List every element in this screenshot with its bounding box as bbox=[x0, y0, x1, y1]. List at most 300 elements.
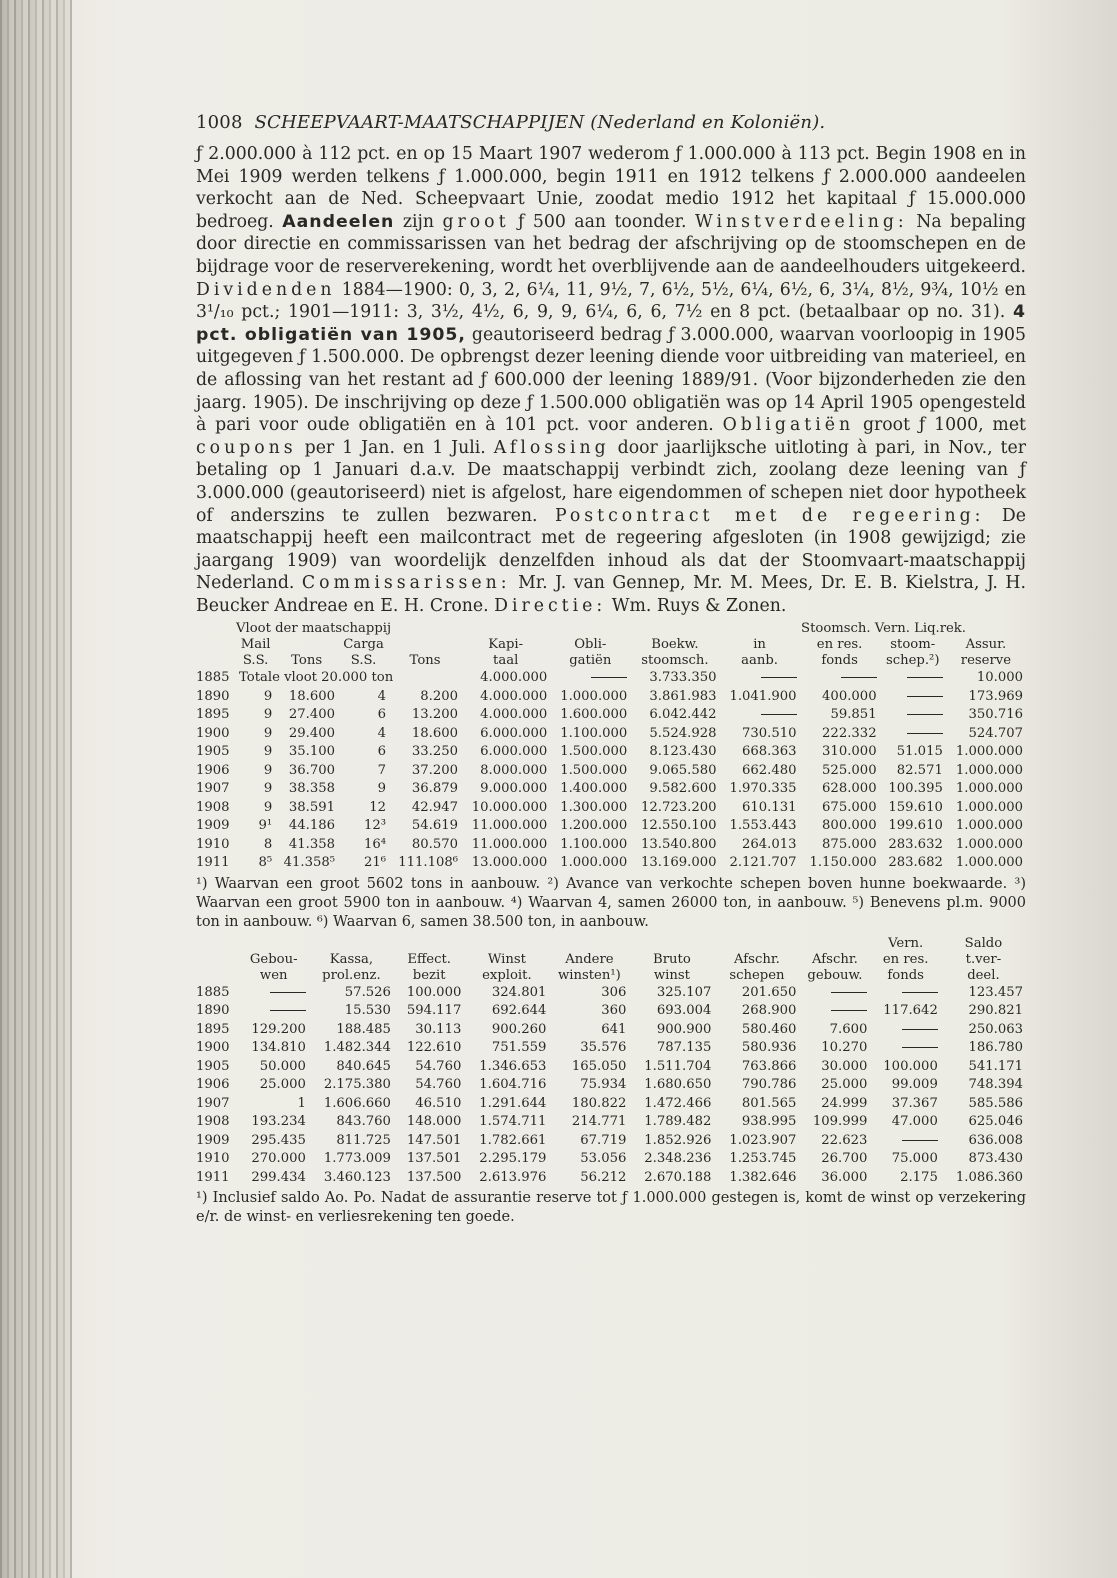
column-header: S.S. bbox=[242, 653, 269, 669]
column-header: wen bbox=[259, 967, 288, 983]
table-cell: 790.786 bbox=[741, 1077, 797, 1093]
table-row bbox=[196, 1058, 1026, 1077]
table-cell: 4 bbox=[377, 688, 387, 704]
table-cell: 30.113 bbox=[415, 1021, 462, 1037]
table-cell: 295.435 bbox=[251, 1132, 306, 1148]
table-cell: 524.707 bbox=[968, 725, 1023, 741]
page-content bbox=[196, 112, 1026, 1231]
table-cell: 25.000 bbox=[259, 1077, 306, 1093]
table-cell: 54.760 bbox=[415, 1077, 462, 1093]
row-year: 1890 bbox=[196, 1003, 230, 1019]
table-cell: 801.565 bbox=[741, 1095, 797, 1111]
row-year: 1885 bbox=[196, 670, 230, 686]
table-cell: 123.457 bbox=[968, 984, 1023, 1000]
heading-aandeelen: Aandeelen bbox=[282, 211, 395, 232]
column-header: gatiën bbox=[569, 653, 612, 669]
table-cell: 54.619 bbox=[411, 818, 459, 834]
table-cell: 1.400.000 bbox=[560, 781, 628, 797]
table-cell bbox=[870, 1039, 940, 1058]
table-cell: 1.291.644 bbox=[479, 1095, 547, 1111]
table-cell: 12³ bbox=[363, 818, 387, 834]
dash-placeholder bbox=[831, 1010, 867, 1011]
table-cell: 57.526 bbox=[344, 984, 391, 1000]
table-row bbox=[196, 984, 1026, 1003]
dash-placeholder bbox=[902, 1140, 938, 1141]
table-cell: 109.999 bbox=[812, 1114, 868, 1130]
table-cell bbox=[880, 669, 946, 688]
text-run: Wm. Ruys & Zonen. bbox=[606, 595, 787, 616]
table-cell: 1.100.000 bbox=[560, 836, 628, 852]
column-header: Assur. bbox=[965, 637, 1007, 653]
table-cell: 24.999 bbox=[821, 1095, 868, 1111]
column-header: taal bbox=[493, 653, 519, 669]
table-cell: 42.947 bbox=[411, 799, 459, 815]
header-row bbox=[196, 637, 1026, 653]
dash-placeholder bbox=[270, 1010, 306, 1011]
table-cell: 180.822 bbox=[571, 1095, 627, 1111]
table-cell: 1.606.660 bbox=[323, 1095, 391, 1111]
table-cell: 117.642 bbox=[883, 1003, 938, 1019]
table-cell: 41.358⁵ bbox=[283, 855, 336, 871]
table-cell: 9 bbox=[263, 744, 273, 760]
table-row bbox=[196, 669, 1026, 688]
table-cell: 580.936 bbox=[741, 1040, 797, 1056]
table-cell: 763.866 bbox=[741, 1058, 797, 1074]
table-cell: 360 bbox=[601, 1003, 627, 1019]
table-cell: 37.367 bbox=[891, 1095, 938, 1111]
table-cell: 7 bbox=[377, 762, 387, 778]
column-header: exploit. bbox=[482, 967, 532, 983]
table-cell: 3.733.350 bbox=[649, 670, 717, 686]
text-run: geautoriseerd bedrag ƒ 3.000.000, waarvan voorloopig in 1905 uitgegeven ƒ 1.500.000. De opbrengst dezer leening diende voor uitbreiding van materieel, en de aflossing van het restant ad ƒ 600.000 der leening 1889/91. (Voor bijzonderheden zie den jaarg. 1905). De inschrijving op deze ƒ 1.500.000 obligatiën was op 14 April 1905 opengesteld à pari voor oude obligatiën en à 101 pct. voor anderen. bbox=[196, 324, 1026, 436]
dash-placeholder bbox=[270, 992, 306, 993]
table-cell: 4.000.000 bbox=[480, 670, 548, 686]
table-cell: 636.008 bbox=[968, 1132, 1023, 1148]
table-cell: 1.782.661 bbox=[479, 1132, 547, 1148]
table-cell: 1.500.000 bbox=[560, 762, 628, 778]
table-cell: 199.610 bbox=[888, 818, 943, 834]
table-cell: 900.260 bbox=[491, 1021, 547, 1037]
column-header: stoom- bbox=[890, 637, 936, 653]
table-cell: 610.131 bbox=[742, 799, 797, 815]
row-year: 1905 bbox=[196, 744, 230, 760]
dash-placeholder bbox=[907, 733, 943, 734]
table-cell: 75.934 bbox=[580, 1077, 627, 1093]
column-header: en res. bbox=[882, 951, 929, 967]
text-run: zijn bbox=[394, 211, 443, 232]
table-cell: 51.015 bbox=[896, 744, 943, 760]
header-row bbox=[196, 952, 1026, 968]
column-header: Gebou- bbox=[249, 951, 298, 967]
column-header: reserve bbox=[960, 653, 1012, 669]
column-header: Afschr. bbox=[812, 951, 858, 967]
column-header: Saldo bbox=[964, 935, 1003, 951]
table-cell: 594.117 bbox=[406, 1003, 462, 1019]
column-header bbox=[239, 936, 309, 952]
column-header: Tons bbox=[291, 653, 323, 669]
table-cell: 50.000 bbox=[259, 1058, 306, 1074]
table-cell: 1.000.000 bbox=[560, 688, 628, 704]
header-row bbox=[196, 936, 1026, 952]
table-cell: 6.000.000 bbox=[480, 744, 548, 760]
table-cell: 10.000.000 bbox=[471, 799, 548, 815]
table-cell: 250.063 bbox=[968, 1021, 1023, 1037]
table-row bbox=[196, 854, 1026, 873]
table-cell: 41.358 bbox=[288, 836, 336, 852]
table-cell: 6.042.442 bbox=[649, 707, 717, 723]
table-cell: 6.000.000 bbox=[480, 725, 548, 741]
table-cell: 82.571 bbox=[896, 762, 943, 778]
table-row bbox=[196, 1095, 1026, 1114]
table-cell: 641 bbox=[601, 1021, 627, 1037]
table-cell: 748.394 bbox=[968, 1077, 1023, 1093]
table-cell: 1.773.009 bbox=[323, 1151, 391, 1167]
table-cell: 13.000.000 bbox=[471, 855, 548, 871]
table-cell: 8.123.430 bbox=[649, 744, 717, 760]
table-row bbox=[196, 688, 1026, 707]
table-cell bbox=[720, 669, 800, 688]
table-cell: 283.682 bbox=[888, 855, 943, 871]
table-cell: 1.100.000 bbox=[560, 725, 628, 741]
table-cell: 18.600 bbox=[411, 725, 459, 741]
column-header: in bbox=[753, 637, 766, 653]
table-cell: 12 bbox=[369, 799, 387, 815]
column-header: fonds bbox=[821, 653, 858, 669]
column-header: fonds bbox=[887, 967, 924, 983]
column-header: Mail bbox=[240, 637, 271, 653]
table-cell: 10.000 bbox=[976, 670, 1023, 686]
column-header: winst bbox=[653, 967, 690, 983]
column-header: schepen bbox=[729, 967, 785, 983]
row-year: 1906 bbox=[196, 762, 230, 778]
table-row bbox=[196, 799, 1026, 818]
column-header: S.S. bbox=[350, 653, 377, 669]
spaced-heading-directie: Directie: bbox=[494, 595, 607, 616]
table-cell: 2.295.179 bbox=[479, 1151, 547, 1167]
table-cell: 299.434 bbox=[251, 1169, 306, 1185]
table-cell: 12.723.200 bbox=[641, 799, 717, 815]
table-cell: 9 bbox=[263, 707, 273, 723]
table-cell: 6 bbox=[377, 707, 387, 723]
table-cell: 9.000.000 bbox=[480, 781, 548, 797]
table-cell: 4.000.000 bbox=[480, 707, 548, 723]
table-cell: 8⁵ bbox=[258, 855, 273, 871]
fleet-caption-left: Vloot der maatschappij bbox=[236, 621, 392, 637]
column-header bbox=[389, 637, 461, 653]
table-cell: 1.511.704 bbox=[644, 1058, 712, 1074]
table-cell: 9.065.580 bbox=[649, 762, 717, 778]
table-cell: 1.000.000 bbox=[955, 799, 1023, 815]
table-cell: 9 bbox=[377, 781, 387, 797]
column-header bbox=[714, 936, 799, 952]
table-cell: 159.610 bbox=[888, 799, 943, 815]
column-header: deel. bbox=[967, 967, 1000, 983]
row-year: 1900 bbox=[196, 725, 230, 741]
row-year: 1909 bbox=[196, 1132, 230, 1148]
table-cell: 8.200 bbox=[420, 688, 459, 704]
dash-placeholder bbox=[761, 677, 797, 678]
table-cell: 36.000 bbox=[821, 1169, 868, 1185]
table-cell: 1.300.000 bbox=[560, 799, 628, 815]
row-year: 1910 bbox=[196, 1151, 230, 1167]
table-row bbox=[196, 1113, 1026, 1132]
table-cell: 811.725 bbox=[336, 1132, 391, 1148]
table-cell: 1.472.466 bbox=[644, 1095, 712, 1111]
column-header: Bruto bbox=[653, 951, 691, 967]
table-cell: 22.623 bbox=[821, 1132, 868, 1148]
table-cell: 13.200 bbox=[411, 707, 459, 723]
table-cell bbox=[880, 706, 946, 725]
page-number: 1008 bbox=[196, 112, 243, 133]
row-year: 1907 bbox=[196, 1095, 230, 1111]
table-row bbox=[196, 817, 1026, 836]
column-header bbox=[464, 936, 549, 952]
table-cell: 840.645 bbox=[336, 1058, 391, 1074]
table-cell: 100.000 bbox=[406, 984, 462, 1000]
fleet-caption-right: Stoomsch. Vern. Liq.rek. bbox=[801, 621, 966, 637]
table-cell: 100.395 bbox=[888, 781, 943, 797]
table-cell: 693.004 bbox=[656, 1003, 712, 1019]
text-run: De maatschappij heeft een mailcontract met de regeering afgesloten (in 1908 gewijzigd; zie jaargang 1909) van woordelijk denzelfden inhoud als dat der Stoomvaart-maatschappij Nederland. bbox=[196, 505, 1027, 594]
table-cell: 36.879 bbox=[411, 781, 459, 797]
dash-placeholder bbox=[841, 677, 877, 678]
dash-placeholder bbox=[907, 696, 943, 697]
table-cell: 541.171 bbox=[968, 1058, 1023, 1074]
row-year: 1908 bbox=[196, 1114, 230, 1130]
table-cell: 25.000 bbox=[821, 1077, 868, 1093]
table-cell: 9 bbox=[263, 725, 273, 741]
table-cell: 525.000 bbox=[822, 762, 877, 778]
row-year: 1911 bbox=[196, 1169, 230, 1185]
dash-placeholder bbox=[902, 1047, 938, 1048]
column-header: t.ver- bbox=[965, 951, 1002, 967]
table-cell: 99.009 bbox=[891, 1077, 938, 1093]
text-run: 1884—1900: 0, 3, 2, 6¼, 11, 9½, 7, 6½, 5½, 6¼, 6½, 6, 3¼, 8½, 9¾, 10½ en 3¹/₁₀ pct.; 1901—1911: 3, 3½, 4½, 6, 9, 9, 6¼, 6, 6, 7½ en 8 pct. (betaalbaar op no. 31). bbox=[196, 279, 1026, 323]
column-header bbox=[394, 936, 464, 952]
column-header bbox=[196, 968, 239, 984]
spaced-heading-dividenden: Dividenden bbox=[196, 279, 336, 300]
table-cell: 29.400 bbox=[288, 725, 336, 741]
row-year: 1907 bbox=[196, 781, 230, 797]
table-cell: 100.000 bbox=[883, 1058, 938, 1074]
row-year: 1905 bbox=[196, 1058, 230, 1074]
table-cell: 47.000 bbox=[891, 1114, 938, 1130]
table-cell: 1 bbox=[297, 1095, 306, 1111]
table-cell: 1.600.000 bbox=[560, 707, 628, 723]
table-cell: 15.530 bbox=[344, 1003, 391, 1019]
table-cell: 268.900 bbox=[741, 1003, 797, 1019]
table-cell: 27.400 bbox=[288, 707, 336, 723]
spaced-word-obligatien: Obligatiën bbox=[722, 415, 855, 436]
table-cell: 1.970.335 bbox=[729, 781, 797, 797]
table-cell: 134.810 bbox=[251, 1040, 306, 1056]
table-cell: 13.169.000 bbox=[641, 855, 717, 871]
column-header: Effect. bbox=[407, 951, 451, 967]
table-cell: 668.363 bbox=[742, 744, 797, 760]
table-cell: 1.382.646 bbox=[729, 1169, 797, 1185]
table-cell: 1.000.000 bbox=[955, 836, 1023, 852]
spaced-word-coupons: coupons bbox=[196, 437, 297, 458]
table-row bbox=[196, 743, 1026, 762]
table-cell: 306 bbox=[601, 984, 627, 1000]
table-cell: 1.000.000 bbox=[955, 762, 1023, 778]
table-cell: 1.023.907 bbox=[729, 1132, 797, 1148]
table-cell: 1.200.000 bbox=[560, 818, 628, 834]
table-cell: 290.821 bbox=[968, 1003, 1023, 1019]
table-row bbox=[196, 1150, 1026, 1169]
column-header: stoomsch. bbox=[641, 653, 709, 669]
spaced-word-aflossing: Aflossing bbox=[493, 437, 610, 458]
dash-placeholder bbox=[907, 714, 943, 715]
column-header: Vern. bbox=[888, 935, 924, 951]
text-run: Mr. J. van Gennep, Mr. M. Mees, Dr. E. B. Kielstra, J. H. Beucker Andreae en E. H. Crone. bbox=[196, 573, 1026, 616]
column-header: winsten¹) bbox=[557, 967, 621, 983]
table-cell: 137.501 bbox=[406, 1151, 462, 1167]
table-cell: 111.108⁶ bbox=[398, 855, 459, 871]
table-cell: 33.250 bbox=[411, 744, 459, 760]
table-cell: 1.000.000 bbox=[955, 744, 1023, 760]
column-header: Carga bbox=[343, 637, 384, 653]
table-cell: 148.000 bbox=[406, 1114, 462, 1130]
table-cell: 201.650 bbox=[741, 984, 797, 1000]
text-run: door jaarlijksche uitloting à pari, in Nov., ter betaling op 1 Januari d.a.v. De maatschappij verbindt zich, zoolang deze leening van ƒ 3.000.000 (geautoriseerd) niet is afgelost, hare eigendommen of schepen niet door hypotheek of anderszins te zullen bezwaren. bbox=[196, 437, 1026, 526]
table-cell: 1.000.000 bbox=[955, 818, 1023, 834]
table-cell: 53.056 bbox=[580, 1151, 627, 1167]
table-cell bbox=[799, 984, 870, 1003]
table-cell: 35.576 bbox=[580, 1040, 627, 1056]
table-cell: 628.000 bbox=[822, 781, 877, 797]
table-cell: 1.553.443 bbox=[729, 818, 797, 834]
table-cell bbox=[870, 1132, 940, 1151]
table-cell: 122.610 bbox=[406, 1040, 462, 1056]
table-cell: 38.591 bbox=[288, 799, 336, 815]
table-cell: Totale vloot 20.000 ton bbox=[239, 670, 394, 686]
table-cell bbox=[880, 688, 946, 707]
table-row bbox=[196, 1169, 1026, 1188]
table-cell: 38.358 bbox=[288, 781, 336, 797]
table-cell: 2.175 bbox=[900, 1169, 938, 1185]
fleet-footnotes: ¹) Waarvan een groot 5602 tons in aanbouw. ²) Avance van verkochte schepen boven hunne boekwaarde. ³) Waarvan een groot 5900 ton in aanbouw. ⁴) Waarvan 4, samen 26000 ton, in aanbouw. ⁵) Benevens pl.m. 9000 ton in aanbouw. ⁶) Waarvan 6, samen 38.500 ton, in aanbouw. bbox=[196, 875, 1026, 930]
column-header: Kapi- bbox=[488, 637, 524, 653]
table-cell: 129.200 bbox=[251, 1021, 306, 1037]
table-cell: 1.041.900 bbox=[729, 688, 797, 704]
table-cell: 137.500 bbox=[406, 1169, 462, 1185]
table-cell: 585.586 bbox=[968, 1095, 1023, 1111]
table-cell: 11.000.000 bbox=[471, 818, 548, 834]
table-cell: 186.780 bbox=[968, 1040, 1023, 1056]
row-year: 1908 bbox=[196, 799, 230, 815]
book-spine-edge bbox=[0, 0, 72, 1578]
row-year: 1885 bbox=[196, 984, 230, 1000]
table-cell: 751.559 bbox=[491, 1040, 547, 1056]
column-header bbox=[196, 653, 236, 669]
column-header: Boekw. bbox=[651, 637, 699, 653]
table-cell: 16⁴ bbox=[363, 836, 387, 852]
table-row bbox=[196, 725, 1026, 744]
table-cell bbox=[239, 984, 309, 1003]
table-cell: 1.482.344 bbox=[323, 1040, 391, 1056]
table-cell bbox=[720, 706, 800, 725]
heading-obligatien: 4 pct. obligatiën van 1905, bbox=[196, 302, 1026, 345]
column-header: Kassa, bbox=[329, 951, 374, 967]
table-cell: 1.852.926 bbox=[644, 1132, 712, 1148]
table-cell: 56.212 bbox=[580, 1169, 627, 1185]
table-row bbox=[196, 762, 1026, 781]
row-year: 1890 bbox=[196, 688, 230, 704]
column-header bbox=[196, 637, 236, 653]
table-cell: 270.000 bbox=[251, 1151, 306, 1167]
table-cell: 3.460.123 bbox=[323, 1169, 391, 1185]
table-cell: 2.613.976 bbox=[479, 1169, 547, 1185]
table-cell: 9 bbox=[263, 781, 273, 797]
table-cell bbox=[870, 984, 940, 1003]
table-cell: 75.000 bbox=[891, 1151, 938, 1167]
table-cell: 1.604.716 bbox=[479, 1077, 547, 1093]
table-cell: 843.760 bbox=[336, 1114, 391, 1130]
finance-footnote: ¹) Inclusief saldo Ao. Po. Nadat de assurantie reserve tot ƒ 1.000.000 gestegen is, komt de winst op verzekering e/r. de winst- en verliesrekening ten goede. bbox=[196, 1190, 1026, 1226]
column-header bbox=[275, 637, 338, 653]
table-row bbox=[196, 1039, 1026, 1058]
table-cell: 35.100 bbox=[288, 744, 336, 760]
table-cell: 44.186 bbox=[288, 818, 336, 834]
text-run: Na bepaling door directie en commissarissen van het bedrag der afschrijving op de stoomschepen en de bijdrage voor de reserverekening, wordt het overblijvende aan de aandeelhouders uitgekeerd. bbox=[196, 211, 1027, 277]
table-cell: 6 bbox=[377, 744, 387, 760]
column-header: Andere bbox=[565, 951, 614, 967]
table-cell: 730.510 bbox=[742, 725, 797, 741]
dash-placeholder bbox=[591, 677, 627, 678]
fleet-table bbox=[196, 637, 1026, 873]
table-cell: 350.716 bbox=[968, 707, 1023, 723]
table-cell: 900.900 bbox=[656, 1021, 712, 1037]
table-cell: 1.253.745 bbox=[729, 1151, 797, 1167]
column-header: schep.²) bbox=[885, 653, 940, 669]
table-cell: 8 bbox=[263, 836, 273, 852]
table-cell: 1.000.000 bbox=[560, 855, 628, 871]
table-cell: 1.150.000 bbox=[809, 855, 877, 871]
dash-placeholder bbox=[761, 714, 797, 715]
table-cell: 188.485 bbox=[336, 1021, 391, 1037]
column-header: prol.enz. bbox=[322, 967, 381, 983]
table-cell: 2.670.188 bbox=[644, 1169, 712, 1185]
table-cell: 13.540.800 bbox=[641, 836, 717, 852]
table-cell: 675.000 bbox=[822, 799, 877, 815]
table-cell bbox=[870, 1021, 940, 1040]
table-cell: 10.270 bbox=[821, 1040, 868, 1056]
table-cell: 692.644 bbox=[491, 1003, 547, 1019]
table-cell: 9¹ bbox=[258, 818, 273, 834]
table-cell: 9.582.600 bbox=[649, 781, 717, 797]
table-cell bbox=[800, 669, 880, 688]
table-cell: 173.969 bbox=[968, 688, 1023, 704]
dash-placeholder bbox=[831, 992, 867, 993]
column-header: Afschr. bbox=[734, 951, 780, 967]
column-header bbox=[799, 936, 870, 952]
table-cell: 938.995 bbox=[741, 1114, 797, 1130]
table-cell: 2.121.707 bbox=[729, 855, 797, 871]
column-header: Obli- bbox=[574, 637, 607, 653]
table-cell: 1.346.653 bbox=[479, 1058, 547, 1074]
row-year: 1900 bbox=[196, 1040, 230, 1056]
column-header: Tons bbox=[409, 653, 441, 669]
table-cell bbox=[799, 1002, 870, 1021]
table-cell: 26.700 bbox=[821, 1151, 868, 1167]
column-header: Winst bbox=[487, 951, 526, 967]
dash-placeholder bbox=[902, 992, 938, 993]
running-title: SCHEEPVAART-MAATSCHAPPIJEN (Nederland en Koloniën). bbox=[254, 112, 826, 133]
text-run: per 1 Jan. en 1 Juli. bbox=[296, 437, 494, 458]
fleet-table-caption bbox=[196, 621, 1026, 637]
table-cell: 80.570 bbox=[411, 836, 459, 852]
